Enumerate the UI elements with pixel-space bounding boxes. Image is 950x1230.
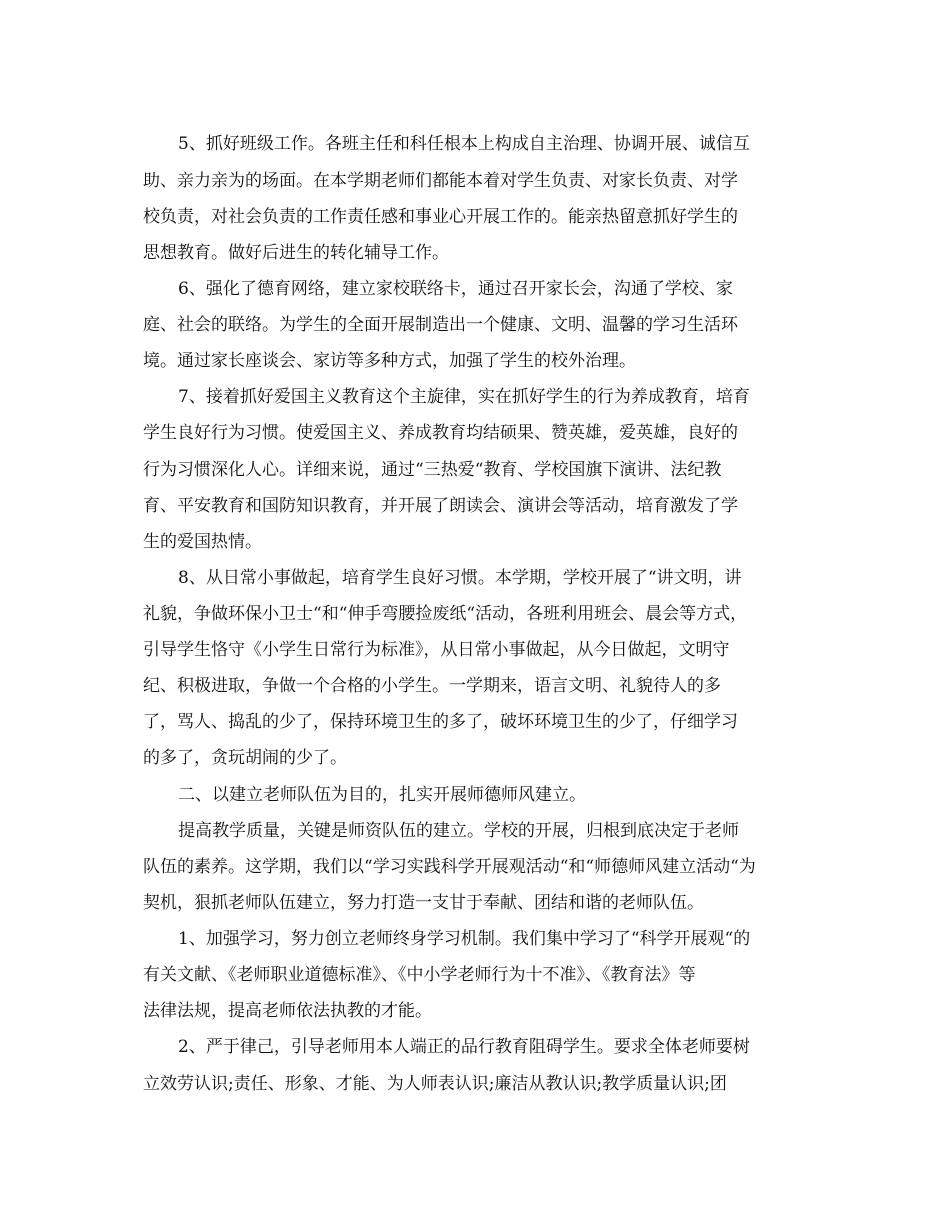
paragraph-line: 2、严于律己，引导老师用本人端正的品行教育阻碍学生。要求全体老师要树 xyxy=(178,1037,750,1057)
paragraph-line: 学生良好行为习惯。使爱国主义、养成教育均结硕果、赞英雄，爱英雄，良好的 xyxy=(143,423,738,443)
paragraph-line: 8、从日常小事做起，培育学生良好习惯。本学期，学校开展了“讲文明，讲 xyxy=(178,568,742,588)
paragraph-line: 1、加强学习，努力创立老师终身学习机制。我们集中学习了“科学开展观“的 xyxy=(178,929,751,949)
paragraph-line: 契机，狠抓老师队伍建立，努力打造一支甘于奉献、团结和谐的老师队伍。 xyxy=(143,893,704,913)
paragraph-line: 庭、社会的联络。为学生的全面开展制造出一个健康、文明、温馨的学习生活环 xyxy=(143,315,738,335)
paragraph-line: 提高教学质量，关键是师资队伍的建立。学校的开展，归根到底决定于老师 xyxy=(178,821,739,841)
paragraph-line: 礼貌，争做环保小卫士“和“伸手弯腰捡废纸“活动，各班利用班会、晨会等方式， xyxy=(143,604,748,624)
paragraph-line: 5、抓好班级工作。各班主任和科任根本上构成自主治理、协调开展、诚信互 xyxy=(178,134,750,154)
paragraph-line: 纪、积极进取，争做一个合格的小学生。一学期来，语言文明、礼貌待人的多 xyxy=(143,676,721,696)
paragraph-line: 生的爱国热情。 xyxy=(143,532,262,552)
paragraph-line: 助、亲力亲为的场面。在本学期老师们都能本着对学生负责、对家长负责、对学 xyxy=(143,171,738,191)
paragraph-line: 了，骂人、捣乱的少了，保持环境卫生的多了，破坏环境卫生的少了，仔细学习 xyxy=(143,712,738,732)
section-heading: 二、以建立老师队伍为目的，扎实开展师德师风建立。 xyxy=(178,785,586,805)
paragraph-line: 境。通过家长座谈会、家访等多种方式，加强了学生的校外治理。 xyxy=(143,351,636,371)
paragraph-line: 法律法规，提高老师依法执教的才能。 xyxy=(143,1001,432,1021)
paragraph-line: 行为习惯深化人心。详细来说，通过“三热爱“教育、学校国旗下演讲、法纪教 xyxy=(143,460,722,480)
paragraph-line: 立效劳认识;责任、形象、才能、为人师表认识;廉洁从教认识;教学质量认识;团 xyxy=(143,1074,727,1094)
paragraph-line: 6、强化了德育网络，建立家校联络卡，通过召开家长会，沟通了学校、家 xyxy=(178,279,733,299)
paragraph-line: 育、平安教育和国防知识教育，并开展了朗读会、演讲会等活动，培育激发了学 xyxy=(143,496,738,516)
paragraph-line: 7、接着抓好爱国主义教育这个主旋律，实在抓好学生的行为养成教育，培育 xyxy=(178,387,750,407)
paragraph-line: 校负责，对社会负责的工作责任感和事业心开展工作的。能亲热留意抓好学生的 xyxy=(143,207,738,227)
paragraph-line: 有关文献、《老师职业道德标准》、《中小学老师行为十不准》、《教育法》等 xyxy=(143,965,696,985)
paragraph-line: 的多了，贪玩胡闹的少了。 xyxy=(143,748,347,768)
paragraph-line: 队伍的素养。这学期，我们以“学习实践科学开展观活动“和“师德师风建立活动“为 xyxy=(143,857,756,877)
paragraph-line: 引导学生恪守《小学生日常行为标准》，从日常小事做起，从今日做起，文明守 xyxy=(143,640,730,660)
paragraph-line: 思想教育。做好后进生的转化辅导工作。 xyxy=(143,243,449,263)
